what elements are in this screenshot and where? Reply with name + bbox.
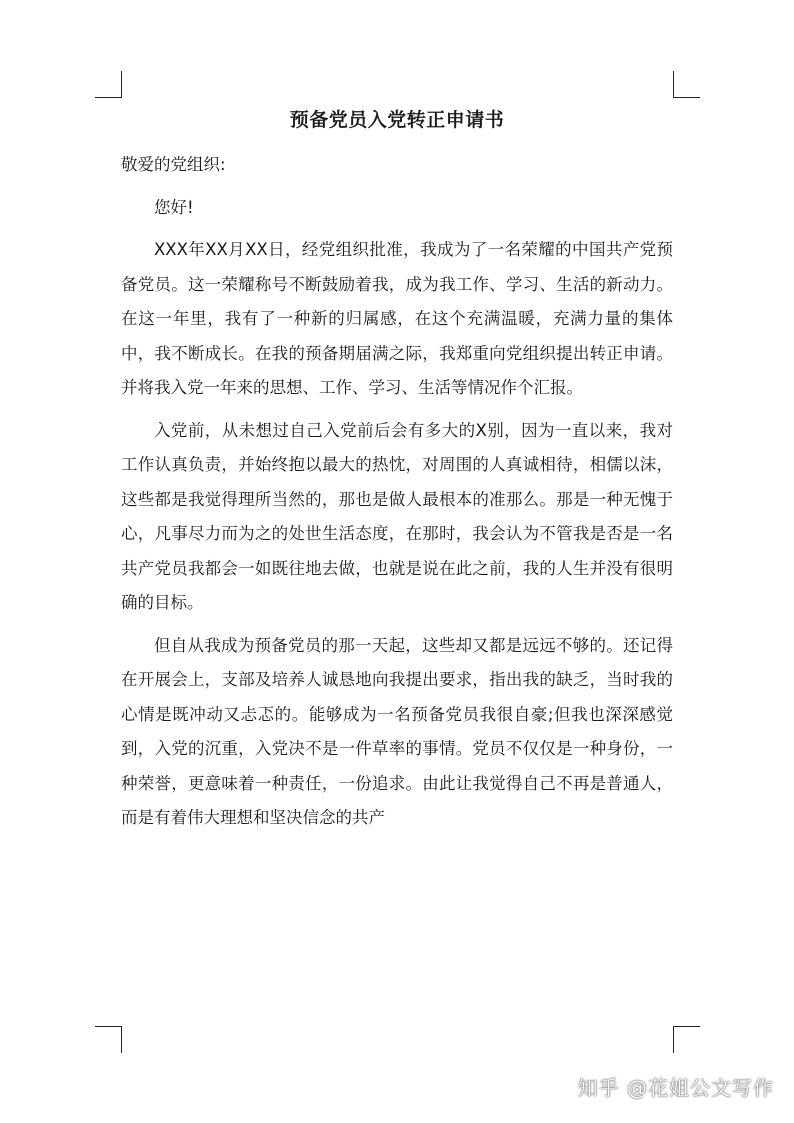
document-title: 预备党员入党转正申请书 (289, 109, 505, 131)
watermark: 知乎 @花姐公文写作 (577, 1076, 774, 1100)
salutation: 敬爱的党组织: (121, 155, 226, 174)
crop-mark-top-left (95, 71, 122, 98)
paragraph: XXX年XX月XX日，经党组织批准，我成为了一名荣耀的中国共产党预备党员。这一荣耀称号不断鼓励着我，成为我工作、学习、生活的新动力。在这一年里，我有了一种新的归属感，在这个充满温暖，充满力量的集体中，我不断成长。在我的预备期届满之际，我郑重向党组织提出转正申请。并将我入党一年来的思想、工作、学习、生活等情况作个汇报。 (121, 240, 673, 397)
greeting: 您好! (154, 197, 194, 217)
crop-mark-bottom-left (95, 1026, 122, 1053)
crop-mark-bottom-right (673, 1026, 700, 1053)
paragraph: 但自从我成为预备党员的那一天起，这些却又都是远远不够的。还记得在开展会上，支部及培养人诚恳地向我提出要求，指出我的缺乏，当时我的心情是既冲动又忐忑的。能够成为一名预备党员我很自豪;但我也深深感觉到，入党的沉重，入党决不是一件草率的事情。党员不仅仅是一种身份，一种荣誉，更意味着一种责任，一份追求。由此让我觉得自己不再是普通人，而是有着伟大理想和坚决信念的共产 (121, 635, 673, 827)
paragraph: 入党前，从未想过自己入党前后会有多大的X别，因为一直以来，我对工作认真负责，并始终抱以最大的热忱，对周围的人真诚相待，相儒以沫，这些都是我觉得理所当然的，那也是做人最根本的准那么。那是一种无愧于心，凡事尽力而为之的处世生活态度，在那时，我会认为不管我是否是一名共产党员我都会一如既往地去做，也就是说在此之前，我的人生并没有很明确的目标。 (121, 420, 673, 612)
document-body (121, 148, 673, 844)
crop-mark-top-right (673, 71, 700, 98)
